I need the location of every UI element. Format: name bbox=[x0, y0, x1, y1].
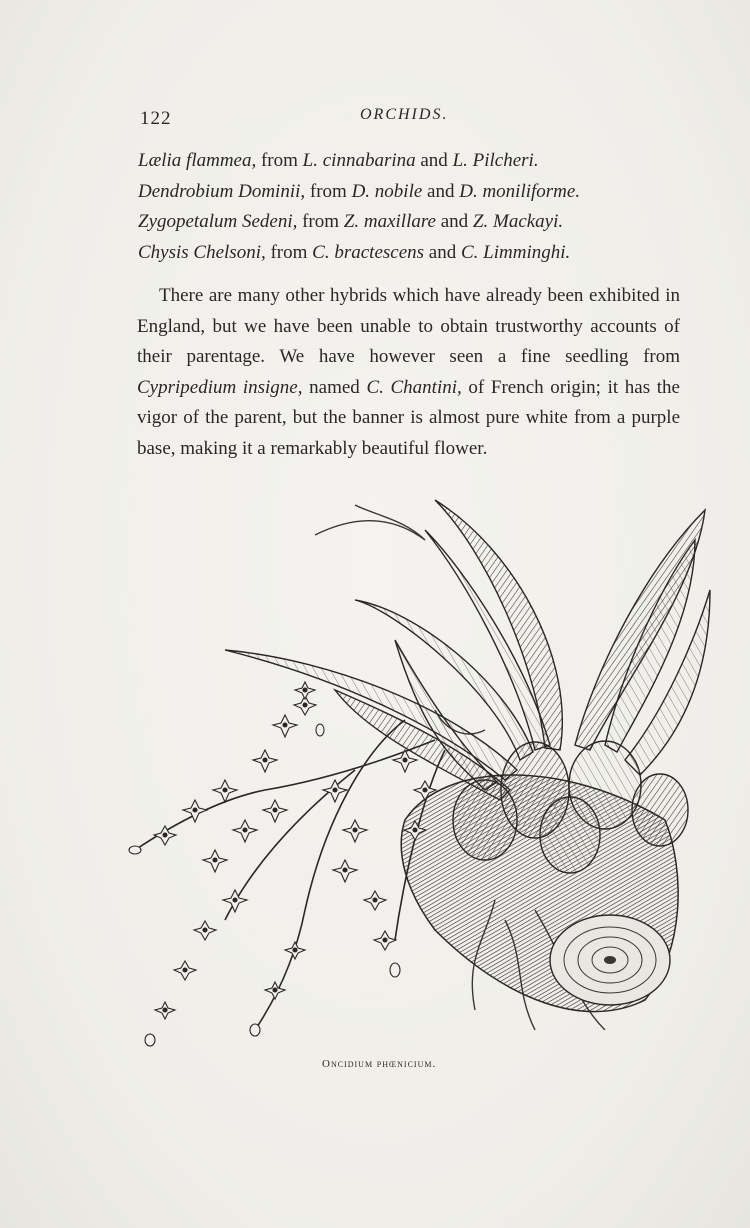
hybrid-parent-1: L. cinnabarina bbox=[302, 150, 416, 171]
hybrid-parent-1: D. nobile bbox=[351, 180, 423, 202]
hybrid-and: and bbox=[422, 180, 460, 202]
hybrid-parent-2: C. Limminghi. bbox=[460, 241, 571, 263]
hybrid-and: and bbox=[435, 211, 473, 232]
hybrid-from: from bbox=[256, 150, 303, 171]
hybrid-from: from bbox=[265, 241, 313, 263]
hybrid-and: and bbox=[424, 241, 461, 263]
hybrid-species: Zygopetalum Sedeni, bbox=[138, 211, 298, 232]
hybrid-and: and bbox=[415, 150, 453, 171]
hybrid-parent-2: L. Pilcheri. bbox=[452, 150, 539, 171]
hybrid-parent-2: Z. Mackayi. bbox=[472, 211, 564, 232]
page-number: 122 bbox=[140, 108, 172, 129]
hybrid-parent-1: Z. maxillare bbox=[343, 211, 436, 232]
orchid-engraving bbox=[105, 490, 715, 1060]
illustration-caption: Oncidium phœnicium. bbox=[322, 1058, 437, 1070]
hybrid-parent-1: C. bractescens bbox=[312, 241, 425, 263]
paragraph-text: named bbox=[302, 376, 367, 398]
bleed-through bbox=[250, 105, 254, 122]
paragraph-text: There are many other hybrids which have already been exhibited in England, but we have been unable to obtain trustworthy accounts of their parentage. We have however seen a fine seedling from bbox=[137, 285, 680, 367]
paragraph-text: of French origin; it has the vigor of the parent, but the banner is almost pure white from a purple base, making it a remarkably beautiful flower. bbox=[137, 376, 680, 459]
hybrid-list bbox=[138, 146, 698, 268]
hybrid-species: Dendrobium Dominii, bbox=[138, 180, 306, 202]
hybrid-entry bbox=[138, 207, 698, 238]
hybrid-entry bbox=[138, 238, 698, 269]
paragraph-italic: Cypripedium insigne, bbox=[137, 376, 303, 398]
hybrid-from: from bbox=[305, 180, 352, 202]
hybrid-parent-2: D. moniliforme. bbox=[459, 180, 581, 202]
running-head: ORCHIDS. bbox=[360, 106, 449, 123]
hybrid-species: Chysis Chelsoni, bbox=[138, 241, 266, 263]
hybrid-entry bbox=[138, 146, 698, 177]
hybrid-entry bbox=[138, 177, 698, 208]
leaves bbox=[225, 500, 710, 800]
body-paragraph bbox=[137, 281, 680, 464]
flower-stems bbox=[135, 720, 445, 1030]
hybrid-from: from bbox=[297, 211, 344, 232]
hybrid-species: Lælia flammea, bbox=[138, 150, 257, 171]
paragraph-italic: C. Chantini, bbox=[366, 376, 462, 398]
